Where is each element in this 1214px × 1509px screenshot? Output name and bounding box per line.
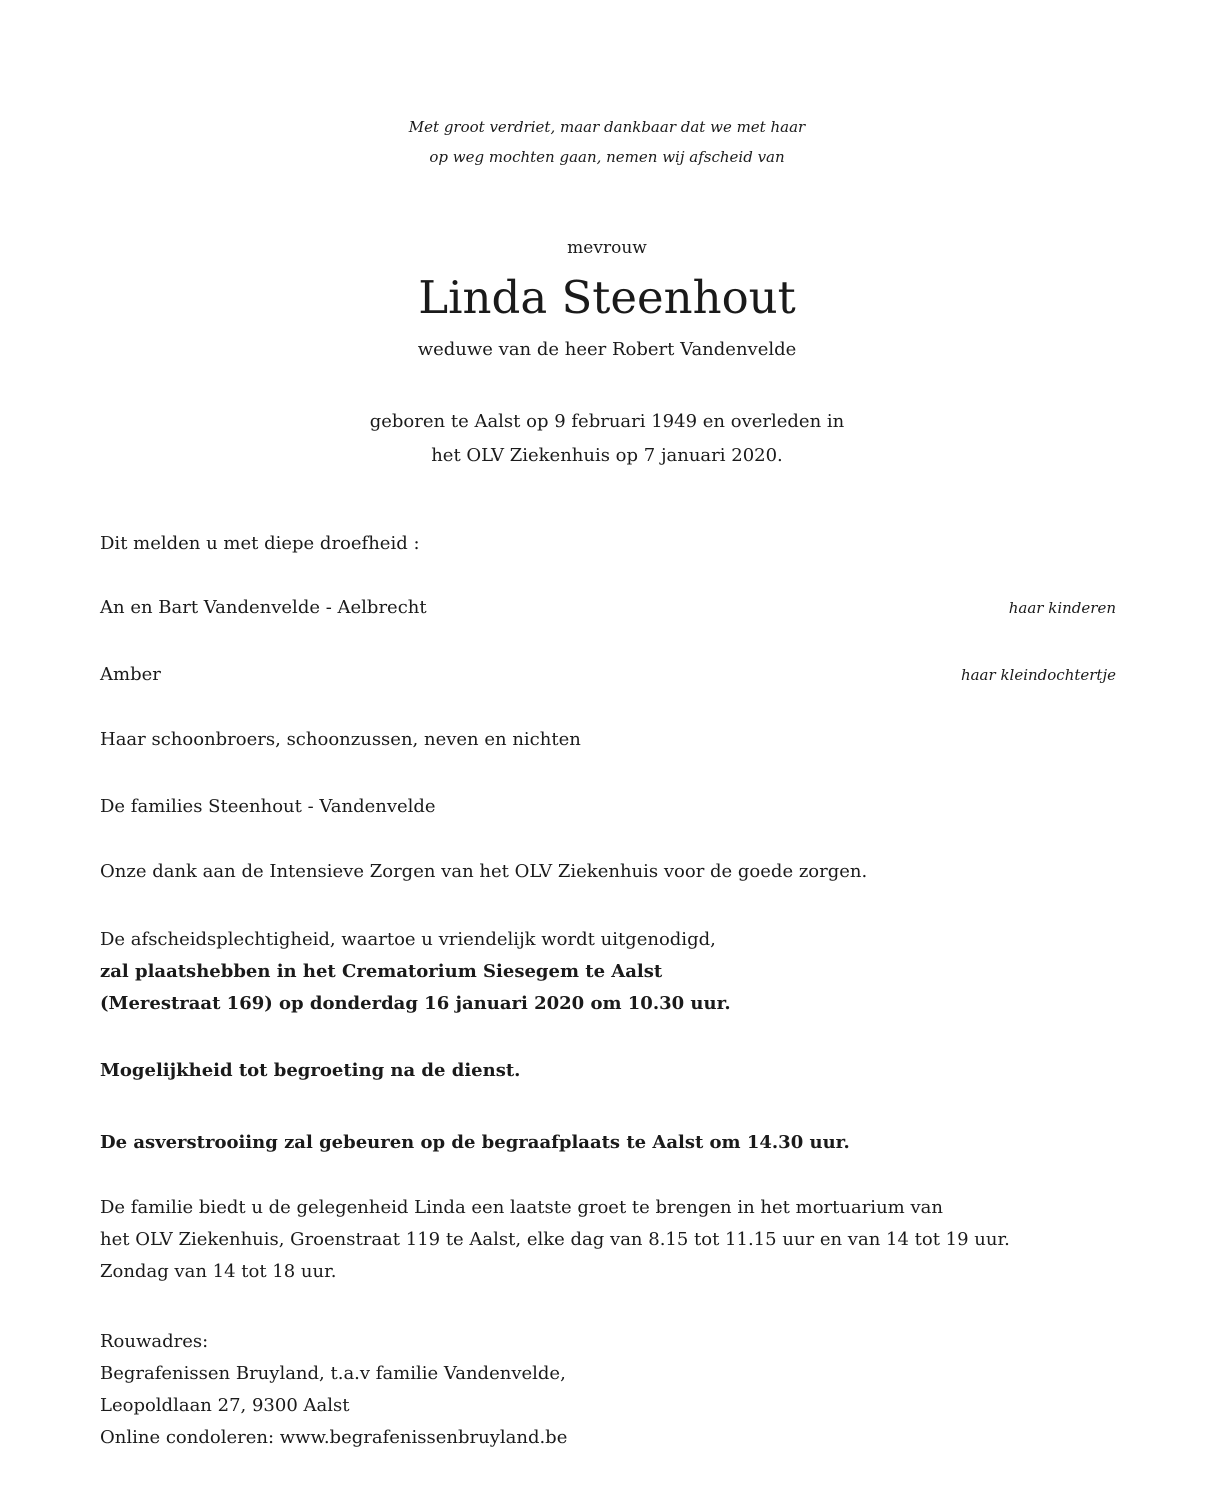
thanks-text: Onze dank aan de Intensieve Zorgen van het OLV Ziekenhuis voor de goede zorgen. — [100, 861, 868, 882]
deceased-name: Linda Steenhout — [418, 271, 796, 324]
family-row — [100, 791, 1116, 823]
mortuary-line-3: Zondag van 14 tot 18 uur. — [100, 1261, 337, 1282]
intro-line-2: op weg mochten gaan, nemen wij afscheid van — [429, 148, 785, 166]
ceremony-info — [100, 924, 1116, 1020]
family-row — [100, 724, 1116, 756]
greeting-text: Mogelijkheid tot begroeting na de dienst. — [100, 1060, 521, 1081]
family-name: Haar schoonbroers, schoonzussen, neven en nichten — [100, 729, 581, 750]
address-line-2: Leopoldlaan 27, 9300 Aalst — [100, 1395, 350, 1416]
intro-text — [0, 112, 1214, 172]
condolence-link[interactable]: Online condoleren: www.begrafenissenbruyland.be — [100, 1427, 568, 1448]
family-name: An en Bart Vandenvelde - Aelbrecht — [100, 597, 427, 618]
widow-of: weduwe van de heer Robert Vandenvelde — [417, 339, 797, 360]
mourning-address — [100, 1326, 1116, 1454]
mortuary-line-1: De familie biedt u de gelegenheid Linda een laatste groet te brengen in het mortuarium van — [100, 1197, 943, 1218]
family-relation: haar kleindochtertje — [960, 666, 1116, 684]
scattering-text: De asverstrooiing zal gebeuren op de begraafplaats te Aalst om 14.30 uur. — [100, 1132, 850, 1153]
family-relation: haar kinderen — [1008, 599, 1116, 617]
birth-death-line-2: het OLV Ziekenhuis op 7 januari 2020. — [431, 445, 783, 466]
ceremony-line-2: zal plaatshebben in het Crematorium Siesegem te Aalst — [100, 961, 663, 982]
birth-death-line-1: geboren te Aalst op 9 februari 1949 en overleden in — [369, 411, 845, 432]
birth-death-info — [0, 405, 1214, 473]
ceremony-line-3: (Merestraat 169) op donderdag 16 januari 2020 om 10.30 uur. — [100, 993, 731, 1014]
family-row — [100, 659, 1116, 691]
mortuary-info — [100, 1192, 1116, 1288]
family-name: Amber — [100, 664, 161, 685]
intro-line-1: Met groot verdriet, maar dankbaar dat we met haar — [408, 118, 806, 136]
deceased-title: mevrouw — [567, 238, 647, 258]
ceremony-line-1: De afscheidsplechtigheid, waartoe u vriendelijk wordt uitgenodigd, — [100, 929, 716, 950]
address-line-1: Begrafenissen Bruyland, t.a.v familie Vandenvelde, — [100, 1363, 566, 1384]
family-row — [100, 592, 1116, 624]
mortuary-line-2: het OLV Ziekenhuis, Groenstraat 119 te Aalst, elke dag van 8.15 tot 11.15 uur en van 14 tot 19 uur. — [100, 1229, 1010, 1250]
announcement: Dit melden u met diepe droefheid : — [100, 533, 420, 554]
family-name: De families Steenhout - Vandenvelde — [100, 796, 436, 817]
address-label: Rouwadres: — [100, 1331, 209, 1352]
